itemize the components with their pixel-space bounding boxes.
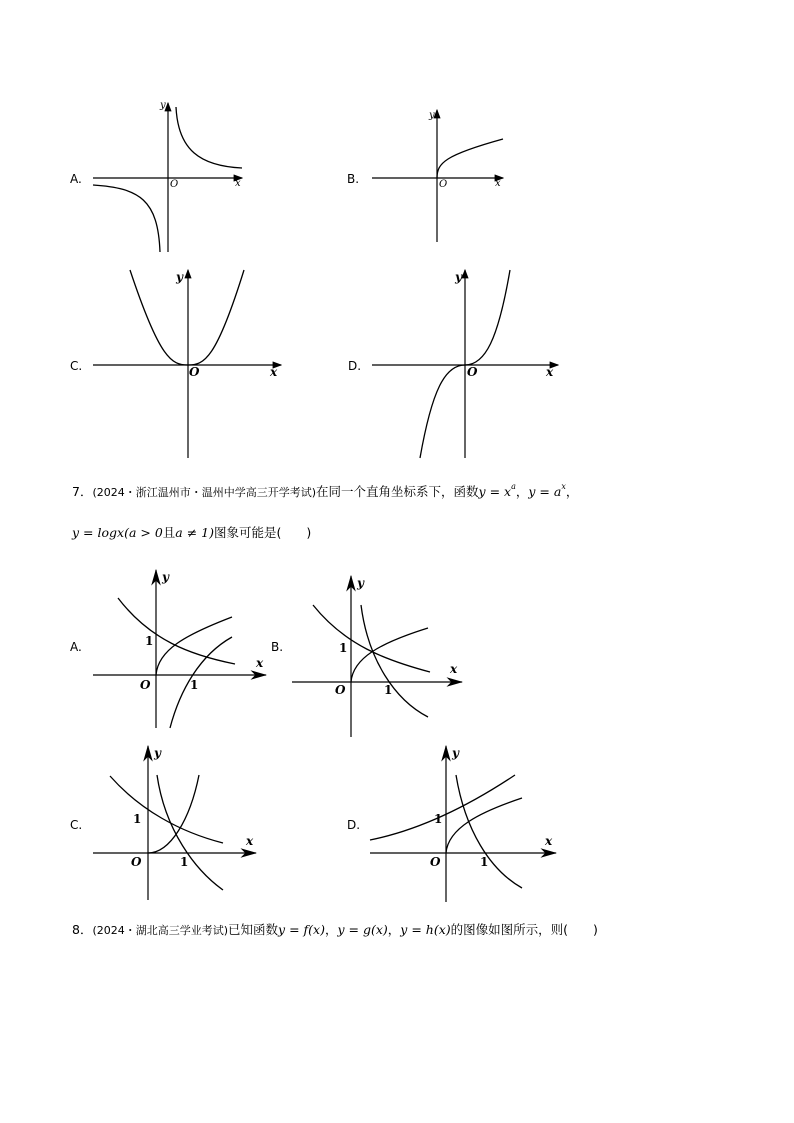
function-f: y = f(x) xyxy=(278,922,325,937)
origin-label: O xyxy=(140,678,151,692)
x-one-label: 1 xyxy=(180,855,189,869)
option-label: B. xyxy=(347,172,360,186)
option-label: D. xyxy=(347,818,361,832)
function-power: $y = x^a$ xyxy=(478,482,516,499)
y-axis-label: y xyxy=(176,270,183,284)
y-one-label: 1 xyxy=(434,812,443,826)
function-log: y = log xyxy=(72,525,118,540)
x-axis-label: x xyxy=(546,365,554,379)
question-source: (2024・浙江温州市・温州中学高三开学考试) xyxy=(92,486,317,499)
curve-power xyxy=(446,798,522,853)
question-text: 已知函数 xyxy=(228,922,279,937)
x-axis-label: x xyxy=(256,656,264,670)
condition: a ≠ 1) xyxy=(175,525,214,540)
x-axis-label: x xyxy=(246,834,254,848)
q7-option-a xyxy=(70,570,266,728)
separator: ， xyxy=(565,484,579,499)
origin-label: O xyxy=(170,179,179,190)
origin-label: O xyxy=(335,683,346,697)
q7-option-b xyxy=(271,576,462,737)
y-axis-label: y xyxy=(455,270,462,284)
curve-power xyxy=(351,628,428,682)
x-axis-label: x xyxy=(235,178,241,189)
q7-option-d xyxy=(347,746,556,902)
question-number: 8． xyxy=(72,922,93,937)
origin-label: O xyxy=(430,855,441,869)
y-one-label: 1 xyxy=(133,812,142,826)
origin-label: O xyxy=(189,365,200,379)
x-axis-label: x xyxy=(450,662,458,676)
curve-exponential-growth xyxy=(370,775,515,840)
y-axis-label: y xyxy=(160,100,166,111)
separator: ， xyxy=(387,922,401,937)
curve-exponential-decay xyxy=(313,605,430,672)
conjunction: 且 xyxy=(162,525,176,540)
y-axis-label: y xyxy=(154,746,161,760)
y-axis-label: y xyxy=(357,576,364,590)
curve-log xyxy=(170,637,232,728)
option-label: C. xyxy=(70,818,83,832)
y-axis-label: y xyxy=(452,746,459,760)
question-number: 7． xyxy=(72,484,93,499)
option-label: A. xyxy=(70,172,82,186)
x-axis-label: x xyxy=(495,178,501,189)
question-tail: 图象可能是( ) xyxy=(214,525,312,540)
question-text: 在同一个直角坐标系下，函数 xyxy=(316,484,479,499)
option-label: C. xyxy=(70,359,83,373)
function-h: y = h(x) xyxy=(400,922,451,937)
origin-label: O xyxy=(467,365,478,379)
curve-power xyxy=(156,617,232,675)
y-axis-label: y xyxy=(162,570,169,584)
curve-exponential-decay xyxy=(110,776,223,843)
y-one-label: 1 xyxy=(339,641,348,655)
origin-label: O xyxy=(131,855,142,869)
y-axis-label: y xyxy=(429,110,435,121)
question-source: (2024・湖北高三学业考试) xyxy=(92,924,229,937)
option-label: D. xyxy=(348,359,362,373)
x-one-label: 1 xyxy=(384,683,393,697)
question-tail: 的图像如图所示，则( ) xyxy=(450,922,598,937)
separator: ， xyxy=(324,922,338,937)
function-log-condition: x(a > 0 xyxy=(117,525,163,540)
x-one-label: 1 xyxy=(480,855,489,869)
curve-exponential xyxy=(118,598,235,664)
origin-label: O xyxy=(439,179,448,190)
x-axis-label: x xyxy=(545,834,553,848)
x-axis-label: x xyxy=(270,365,278,379)
q8-line-1 xyxy=(72,920,598,938)
separator: ， xyxy=(515,484,529,499)
x-one-label: 1 xyxy=(190,678,199,692)
function-g: y = g(x) xyxy=(337,922,388,937)
q7-option-c xyxy=(70,746,256,900)
option-label: B. xyxy=(271,640,284,654)
y-one-label: 1 xyxy=(145,634,154,648)
option-label: A. xyxy=(70,640,82,654)
function-exponential: $y = a^x$ xyxy=(528,482,566,499)
